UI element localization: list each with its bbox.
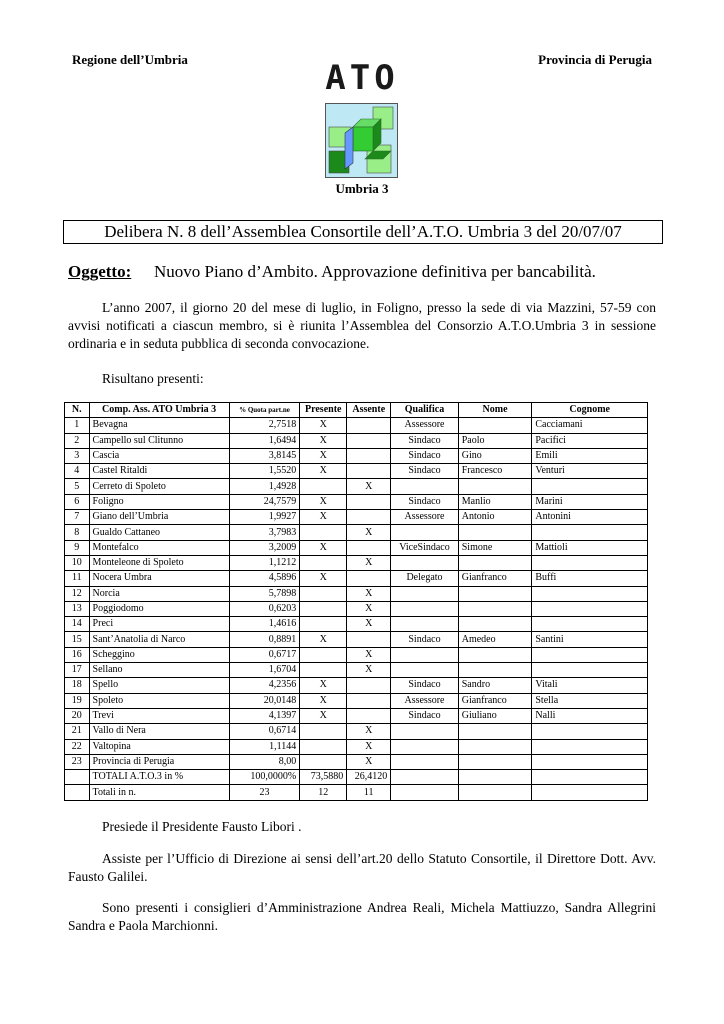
cell-number: 23 (65, 754, 90, 769)
cell-surname (532, 754, 648, 769)
table-row (65, 601, 648, 616)
cell-number: 21 (65, 724, 90, 739)
cell-absent: X (347, 647, 391, 662)
cell-role (391, 785, 459, 800)
cell-surname: Pacifici (532, 433, 648, 448)
cell-surname: Marini (532, 494, 648, 509)
cell-absent: X (347, 601, 391, 616)
cell-member: Bevagna (89, 418, 229, 433)
cell-member: Gualdo Cattaneo (89, 525, 229, 540)
cell-member: Sellano (89, 663, 229, 678)
cell-surname (532, 724, 648, 739)
cell-surname (532, 555, 648, 570)
cell-first-name (458, 663, 532, 678)
cell-member: Giano dell’Umbria (89, 510, 229, 525)
cell-surname (532, 785, 648, 800)
cell-role (391, 663, 459, 678)
cell-surname (532, 739, 648, 754)
cell-present: X (300, 678, 347, 693)
cell-number: 8 (65, 525, 90, 540)
cell-member: Spello (89, 678, 229, 693)
cell-role (391, 555, 459, 570)
cell-absent: X (347, 754, 391, 769)
col-header-present: Presente (300, 403, 347, 418)
cell-number: 15 (65, 632, 90, 647)
region-header: Regione dell’Umbria (72, 52, 188, 67)
cell-role: Sindaco (391, 632, 459, 647)
cell-quota: 0,6714 (229, 724, 300, 739)
cell-absent (347, 510, 391, 525)
cell-present (300, 479, 347, 494)
cell-member: Cascia (89, 448, 229, 463)
cell-quota: 1,1144 (229, 739, 300, 754)
cell-quota: 0,6717 (229, 647, 300, 662)
cell-quota: 1,5520 (229, 464, 300, 479)
cell-surname: Mattioli (532, 540, 648, 555)
cell-first-name: Sandro (458, 678, 532, 693)
attendance-table (64, 402, 648, 801)
cell-number: 16 (65, 647, 90, 662)
cell-first-name (458, 586, 532, 601)
cell-absent (347, 571, 391, 586)
ato-logo (325, 103, 398, 178)
cell-member: Poggiodomo (89, 601, 229, 616)
cell-member: Norcia (89, 586, 229, 601)
cell-member: Provincia di Perugia (89, 754, 229, 769)
cell-absent: 26,4120 (347, 770, 391, 785)
presiede-paragraph: Presiede il Presidente Fausto Libori . (102, 819, 302, 834)
totals-row (65, 785, 648, 800)
cell-number: 2 (65, 433, 90, 448)
table-row (65, 754, 648, 769)
cell-quota: 3,2009 (229, 540, 300, 555)
cell-member: Valtopina (89, 739, 229, 754)
cell-first-name (458, 601, 532, 616)
cell-absent (347, 494, 391, 509)
cell-quota: 4,2356 (229, 678, 300, 693)
cell-first-name (458, 785, 532, 800)
cell-absent (347, 632, 391, 647)
cell-member: Sant’Anatolia di Narco (89, 632, 229, 647)
cell-first-name (458, 418, 532, 433)
cell-number: 3 (65, 448, 90, 463)
cell-quota: 1,9927 (229, 510, 300, 525)
cell-present: X (300, 571, 347, 586)
cell-absent: X (347, 724, 391, 739)
cell-absent (347, 693, 391, 708)
cell-surname (532, 586, 648, 601)
cell-first-name: Gianfranco (458, 571, 532, 586)
cell-role (391, 525, 459, 540)
cell-surname: Vitali (532, 678, 648, 693)
cell-first-name (458, 739, 532, 754)
cell-present: 73,5880 (300, 770, 347, 785)
cell-number (65, 770, 90, 785)
cell-present: X (300, 693, 347, 708)
cell-present: X (300, 464, 347, 479)
table-row (65, 494, 648, 509)
cell-surname: Stella (532, 693, 648, 708)
cell-member: Preci (89, 617, 229, 632)
cell-number: 22 (65, 739, 90, 754)
cell-first-name: Gianfranco (458, 693, 532, 708)
oggetto-label: Oggetto: (68, 262, 132, 281)
cell-present: X (300, 418, 347, 433)
table-row (65, 693, 648, 708)
cell-role (391, 617, 459, 632)
cell-role (391, 739, 459, 754)
cell-first-name: Amedeo (458, 632, 532, 647)
cell-absent: X (347, 586, 391, 601)
table-row (65, 586, 648, 601)
cell-first-name: Gino (458, 448, 532, 463)
table-row (65, 739, 648, 754)
cell-role: Delegato (391, 571, 459, 586)
col-header-surname: Cognome (532, 403, 648, 418)
cell-first-name (458, 525, 532, 540)
cell-quota: 4,5896 (229, 571, 300, 586)
cell-number: 9 (65, 540, 90, 555)
cell-surname (532, 479, 648, 494)
cell-present (300, 724, 347, 739)
cell-absent (347, 708, 391, 723)
cell-role: Assessore (391, 693, 459, 708)
cell-absent: 11 (347, 785, 391, 800)
cell-member: Campello sul Clitunno (89, 433, 229, 448)
cell-quota: 23 (229, 785, 300, 800)
cell-role (391, 770, 459, 785)
cell-surname: Nalli (532, 708, 648, 723)
cell-role (391, 647, 459, 662)
table-row (65, 510, 648, 525)
cell-member: Foligno (89, 494, 229, 509)
cell-absent: X (347, 479, 391, 494)
cell-present (300, 601, 347, 616)
cell-surname: Venturi (532, 464, 648, 479)
table-row (65, 555, 648, 570)
consiglieri-paragraph: Sono presenti i consiglieri d’Amministrazione Andrea Reali, Michela Mattiuzzo, Sandra Allegrini Sandra e Paola Marchionni. (68, 900, 656, 933)
cell-number: 20 (65, 708, 90, 723)
cell-absent: X (347, 663, 391, 678)
cell-quota: 3,7983 (229, 525, 300, 540)
ato-cube-logo-icon (325, 103, 398, 178)
cell-number: 10 (65, 555, 90, 570)
cell-present (300, 525, 347, 540)
cell-surname (532, 663, 648, 678)
cell-quota: 3,8145 (229, 448, 300, 463)
col-header-absent: Assente (347, 403, 391, 418)
cell-present: X (300, 433, 347, 448)
cell-absent (347, 464, 391, 479)
cell-absent: X (347, 739, 391, 754)
cell-present (300, 586, 347, 601)
cell-quota: 8,00 (229, 754, 300, 769)
cell-present (300, 754, 347, 769)
cell-quota: 1,6494 (229, 433, 300, 448)
cell-quota: 0,6203 (229, 601, 300, 616)
cell-role (391, 754, 459, 769)
cell-role (391, 479, 459, 494)
table-row (65, 540, 648, 555)
cell-quota: 0,8891 (229, 632, 300, 647)
cell-role: Sindaco (391, 494, 459, 509)
cell-present (300, 617, 347, 632)
cell-absent: X (347, 525, 391, 540)
cell-role: Assessore (391, 418, 459, 433)
oggetto-line (68, 262, 596, 282)
col-header-first-name: Nome (458, 403, 532, 418)
table-row (65, 678, 648, 693)
cell-member: Trevi (89, 708, 229, 723)
oggetto-text: Nuovo Piano d’Ambito. Approvazione definitiva per bancabilità. (154, 262, 596, 281)
cell-number: 12 (65, 586, 90, 601)
cell-first-name: Paolo (458, 433, 532, 448)
table-row (65, 418, 648, 433)
delibera-title: Delibera N. 8 dell’Assemblea Consortile dell’A.T.O. Umbria 3 del 20/07/07 (63, 220, 663, 244)
cell-surname (532, 647, 648, 662)
cell-member: Totali in n. (89, 785, 229, 800)
cell-absent (347, 540, 391, 555)
risultano-presenti: Risultano presenti: (102, 371, 204, 386)
cell-first-name: Francesco (458, 464, 532, 479)
assiste-paragraph: Assiste per l’Ufficio di Direzione ai sensi dell’art.20 dello Statuto Consortile, il Direttore Dott. Avv. Fausto Galilei. (68, 851, 656, 884)
cell-number (65, 785, 90, 800)
cell-member: Castel Ritaldi (89, 464, 229, 479)
cell-surname: Buffi (532, 571, 648, 586)
cell-first-name (458, 647, 532, 662)
cell-present (300, 739, 347, 754)
table-row (65, 448, 648, 463)
totals-row (65, 770, 648, 785)
col-header-member: Comp. Ass. ATO Umbria 3 (89, 403, 229, 418)
cell-quota: 4,1397 (229, 708, 300, 723)
cell-present: X (300, 540, 347, 555)
cell-role: Sindaco (391, 448, 459, 463)
cell-role: Sindaco (391, 678, 459, 693)
cell-number: 7 (65, 510, 90, 525)
cell-number: 11 (65, 571, 90, 586)
cell-quota: 1,1212 (229, 555, 300, 570)
cell-present (300, 663, 347, 678)
cell-number: 5 (65, 479, 90, 494)
cell-member: Monteleone di Spoleto (89, 555, 229, 570)
logo-title: ATO (325, 58, 399, 98)
cell-first-name: Antonio (458, 510, 532, 525)
intro-paragraph: L’anno 2007, il giorno 20 del mese di luglio, in Foligno, presso la sede di via Mazzini, 57-59 con avvisi notificati a ciascun membro, si è riunita l’Assemblea del Consorzio A.T.O.Umbria 3 in sessione ordinaria e in seduta pubblica di seconda convocazione. (68, 300, 656, 351)
cell-surname (532, 770, 648, 785)
cell-role: Sindaco (391, 464, 459, 479)
cell-absent: X (347, 617, 391, 632)
col-header-number: N. (65, 403, 90, 418)
province-header: Provincia di Perugia (538, 52, 652, 67)
cell-member: Spoleto (89, 693, 229, 708)
cell-role (391, 586, 459, 601)
cell-role: Assessore (391, 510, 459, 525)
table-row (65, 632, 648, 647)
table-row (65, 571, 648, 586)
table-header-row (65, 403, 648, 418)
cell-quota: 20,0148 (229, 693, 300, 708)
table-row (65, 617, 648, 632)
table-row (65, 708, 648, 723)
cell-quota: 5,7898 (229, 586, 300, 601)
cell-quota: 1,6704 (229, 663, 300, 678)
cell-number: 19 (65, 693, 90, 708)
cell-quota: 1,4928 (229, 479, 300, 494)
cell-quota: 1,4616 (229, 617, 300, 632)
cell-role: ViceSindaco (391, 540, 459, 555)
col-header-role: Qualifica (391, 403, 459, 418)
cell-member: Montefalco (89, 540, 229, 555)
cell-present: 12 (300, 785, 347, 800)
cell-role (391, 601, 459, 616)
cell-surname: Antonini (532, 510, 648, 525)
cell-present: X (300, 494, 347, 509)
table-row (65, 464, 648, 479)
cell-member: Scheggino (89, 647, 229, 662)
cell-surname (532, 617, 648, 632)
col-header-quota: % Quota part.ne (229, 403, 300, 418)
cell-quota: 100,0000% (229, 770, 300, 785)
cell-number: 4 (65, 464, 90, 479)
cell-present: X (300, 510, 347, 525)
cell-absent (347, 433, 391, 448)
cell-first-name: Giuliano (458, 708, 532, 723)
cell-first-name: Manlio (458, 494, 532, 509)
cell-member: Cerreto di Spoleto (89, 479, 229, 494)
cell-surname: Emili (532, 448, 648, 463)
cell-first-name: Simone (458, 540, 532, 555)
cell-first-name (458, 479, 532, 494)
cell-present (300, 647, 347, 662)
cell-role (391, 724, 459, 739)
cell-number: 13 (65, 601, 90, 616)
cell-quota: 2,7518 (229, 418, 300, 433)
table-row (65, 647, 648, 662)
cell-quota: 24,7579 (229, 494, 300, 509)
cell-member: Vallo di Nera (89, 724, 229, 739)
cell-first-name (458, 754, 532, 769)
cell-first-name (458, 617, 532, 632)
cell-absent (347, 418, 391, 433)
table-row (65, 479, 648, 494)
cell-present (300, 555, 347, 570)
cell-absent (347, 448, 391, 463)
cell-present: X (300, 632, 347, 647)
cell-absent (347, 678, 391, 693)
cell-surname: Cacciamani (532, 418, 648, 433)
cell-member: Nocera Umbra (89, 571, 229, 586)
cell-first-name (458, 770, 532, 785)
cell-role: Sindaco (391, 708, 459, 723)
cell-member: TOTALI A.T.O.3 in % (89, 770, 229, 785)
cell-present: X (300, 708, 347, 723)
table-row (65, 525, 648, 540)
cell-number: 14 (65, 617, 90, 632)
cell-number: 17 (65, 663, 90, 678)
cell-role: Sindaco (391, 433, 459, 448)
logo-subtitle: Umbria 3 (335, 181, 389, 196)
cell-number: 1 (65, 418, 90, 433)
cell-absent: X (347, 555, 391, 570)
cell-surname (532, 525, 648, 540)
cell-number: 18 (65, 678, 90, 693)
table-row (65, 724, 648, 739)
cell-number: 6 (65, 494, 90, 509)
cell-first-name (458, 555, 532, 570)
cell-surname (532, 601, 648, 616)
cell-first-name (458, 724, 532, 739)
cell-surname: Santini (532, 632, 648, 647)
table-row (65, 433, 648, 448)
table-row (65, 663, 648, 678)
cell-present: X (300, 448, 347, 463)
